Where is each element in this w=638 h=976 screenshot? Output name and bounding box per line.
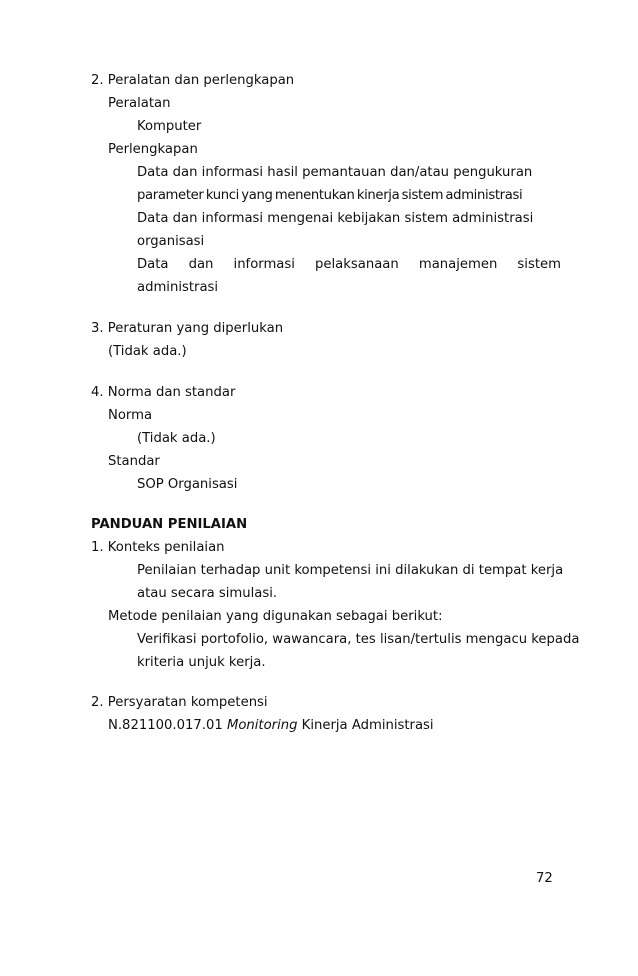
assessment-context-heading: 1. Konteks penilaian <box>91 540 225 555</box>
justified-word: Data <box>137 257 169 272</box>
assessment-context-text: Penilaian terhadap unit kompetensi ini dilakukan di tempat kerja <box>137 563 564 578</box>
justified-word: manajemen <box>418 257 498 272</box>
perlengkapan-item-continuation: organisasi <box>137 234 205 249</box>
assessment-title: PANDUAN PENILAIAN <box>91 517 248 532</box>
standar-value: SOP Organisasi <box>137 477 238 492</box>
perlengkapan-item: Data dan informasi mengenai kebijakan sistem administrasi <box>137 211 534 226</box>
peralatan-label: Peralatan <box>108 96 171 111</box>
assessment-method-text-continuation: kriteria unjuk kerja. <box>137 655 266 670</box>
justified-word: sistem <box>517 257 561 272</box>
justified-word: informasi <box>233 257 295 272</box>
section-heading-tools: 2. Peralatan dan perlengkapan <box>91 73 295 88</box>
standar-label: Standar <box>108 454 160 469</box>
peralatan-item: Komputer <box>137 119 202 134</box>
requirements-heading: 2. Persyaratan kompetensi <box>91 695 268 710</box>
perlengkapan-label: Perlengkapan <box>108 142 198 157</box>
justified-word: pelaksanaan <box>315 257 399 272</box>
perlengkapan-item-continuation: parameter kunci yang menentukan kinerja sistem administrasi <box>137 188 523 203</box>
assessment-method-text: Verifikasi portofolio, wawancara, tes lisan/tertulis mengacu kepada <box>137 632 580 647</box>
assessment-context-text-continuation: atau secara simulasi. <box>137 586 278 601</box>
norma-label: Norma <box>108 408 153 423</box>
perlengkapan-item-continuation: administrasi <box>137 280 219 295</box>
requirement-italic: Monitoring <box>226 718 298 733</box>
perlengkapan-item: Data dan informasi hasil pemantauan dan/atau pengukuran <box>137 165 533 180</box>
perlengkapan-item <box>137 254 561 276</box>
section-heading-norms: 4. Norma dan standar <box>91 385 236 400</box>
justified-word: dan <box>188 257 214 272</box>
regulations-value: (Tidak ada.) <box>108 344 187 359</box>
assessment-method-label: Metode penilaian yang digunakan sebagai berikut: <box>108 609 443 624</box>
requirement-title: Kinerja Administrasi <box>301 718 434 733</box>
requirement-code: N.821100.017.01 <box>108 718 223 733</box>
norma-value: (Tidak ada.) <box>137 431 216 446</box>
page-number: 72 <box>536 871 553 886</box>
requirement-line <box>108 715 434 737</box>
section-heading-regulations: 3. Peraturan yang diperlukan <box>91 321 284 336</box>
